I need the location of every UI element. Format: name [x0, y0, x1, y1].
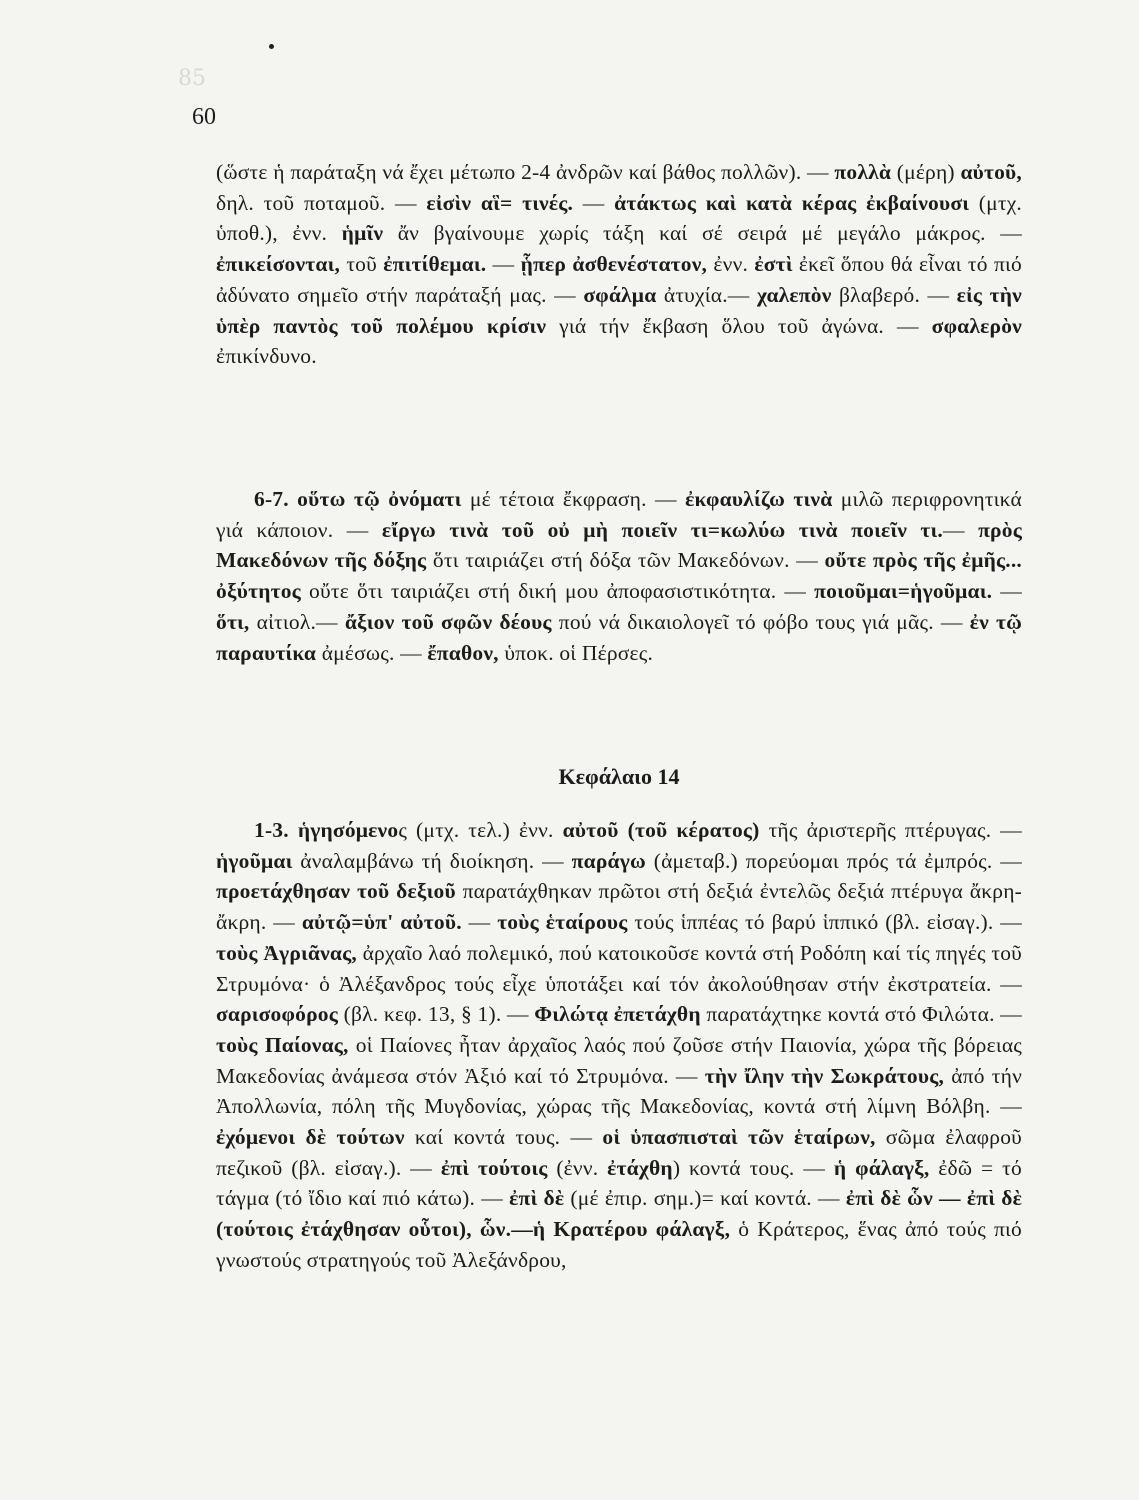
- gloss-text: (ἐνν.: [547, 1155, 608, 1180]
- bold-lemma: σαρισοφόρος: [216, 1002, 339, 1027]
- bold-lemma: ὅτι,: [216, 609, 250, 634]
- ink-speck: [269, 44, 274, 49]
- gloss-text: (βλ. κεφ. 13, § 1). —: [338, 1002, 535, 1027]
- gloss-text: βλαβερό. —: [831, 282, 957, 307]
- gloss-text: ἐπικίνδυνο.: [216, 344, 317, 369]
- bold-lemma: σφάλμα: [583, 282, 657, 307]
- gloss-text: ἐκεῖ ὅπου θά εἶναι τό πιό ἀδύνατο σημεῖο στήν παράταξή μας. —: [216, 252, 1022, 307]
- paragraph-3: [216, 815, 1022, 1276]
- gloss-text: (μέρη): [891, 160, 961, 184]
- gloss-text: ἐνν.: [707, 252, 755, 277]
- gloss-text: οὔτε ὅτι ταιριάζει στή δική μου ἀποφασιστικότητα. —: [300, 579, 815, 604]
- gloss-text: ἀρχαῖο λαό πολεμικό, πού κατοικοῦσε κοντά στή Ροδόπη καί τίς πηγές τοῦ Στρυμόνα· ὁ Ἀλέξανδρος τούς εἶχε ὑποτάξει καί τόν ἀκολούθησαν στήν ἐκστρατεία. —: [216, 940, 1022, 996]
- bold-lemma: αὐτῷ=ὑπ' αὐτοῦ.: [301, 910, 462, 935]
- gloss-text: ) κοντά τους. —: [672, 1155, 834, 1180]
- gloss-text: τῆς ἀριστερῆς πτέρυγας. —: [759, 818, 1022, 842]
- gloss-text: παρατάχθηκαν πρῶτοι στή δεξιά ἐντελῶς δεξιά πτέρυγα ἄκρη-ἄκρη. —: [216, 879, 1023, 935]
- gloss-text: ὁ Κράτερος, ἕνας ἀπό τούς πιό γνωστούς στρατηγούς τοῦ Ἀλεξάνδρου,: [216, 1217, 1022, 1272]
- gloss-text: σῶμα ἐλαφροῦ πεζικοῦ (βλ. εἰσαγ.). —: [216, 1125, 1022, 1180]
- bold-lemma: ποιοῦμαι=ἡγοῦμαι.: [814, 579, 993, 604]
- gloss-text: ἀναλαμβάνω τή διοίκηση. —: [292, 848, 572, 873]
- gloss-text: (ὥστε ἡ παράταξη νά ἔχει μέτωπο 2-4 ἀνδρῶν καί βάθος πολλῶν). —: [216, 160, 835, 184]
- gloss-text: ὅτι ταιριάζει στή δόξα τῶν Μακεδόνων. —: [426, 548, 825, 573]
- gloss-text: ἀπό τήν Ἀπολλωνία, πόλη τῆς Μυγδονίας, χώρας τῆς Μακεδονίας, κοντά στή λίμνη Βόλβη. —: [216, 1063, 1023, 1119]
- gloss-text: ἀμέσως. —: [316, 640, 428, 665]
- bold-lemma: χαλεπὸν: [756, 282, 832, 307]
- paragraph-1: [216, 157, 1022, 372]
- bold-lemma: προετάχθησαν τοῦ δεξιοῦ: [216, 879, 456, 904]
- gloss-text: ἐδῶ = τό τάγμα (τό ἴδιο καί πιό κάτω). —: [216, 1155, 1022, 1211]
- gloss-text: (μέ ἐπιρ. σημ.)= καί κοντά. —: [564, 1186, 846, 1211]
- bold-lemma: ἡ φάλαγξ,: [833, 1155, 930, 1180]
- gloss-text: δηλ. τοῦ ποταμοῦ. —: [216, 190, 427, 215]
- bold-lemma: τοὺς Ἀγριᾶνας,: [216, 940, 357, 965]
- bold-lemma: πρὸς Μακεδόνων τῆς δόξης: [216, 517, 1022, 573]
- bold-lemma: 1-3. ἡγησόμενο: [254, 818, 399, 842]
- bold-lemma: οὔτε πρὸς τῆς ἐμῆς... ὀξύτητος: [216, 548, 1022, 604]
- bold-lemma: τὴν ἴλην τὴν Σωκράτους,: [704, 1063, 945, 1088]
- bold-lemma: ἐστὶ: [754, 252, 793, 277]
- bold-lemma: ἐκφαυλίζω τινὰ: [685, 487, 833, 511]
- gloss-text: γιά τήν ἔκβαση ὅλου τοῦ ἀγώνα. —: [546, 313, 932, 338]
- gloss-text: μιλῶ περιφρονητικά γιά κάποιον. —: [216, 487, 1022, 542]
- bold-lemma: εἰσὶν αἳ= τινές.: [426, 190, 574, 215]
- bold-lemma: τοὺς Παίονας,: [216, 1032, 349, 1057]
- bold-lemma: ἀτάκτως καὶ κατὰ κέρας ἐκβαίνουσι: [614, 190, 970, 215]
- gloss-text: —: [573, 190, 615, 215]
- gloss-text: μέ τέτοια ἔκφραση. —: [461, 487, 686, 511]
- bold-lemma: εἴργω τινὰ τοῦ οὐ μὴ ποιεῖν τι=κωλύω τινὰ ποιεῖν τι.: [381, 517, 943, 542]
- bold-lemma: ἐπικείσονται,: [216, 252, 341, 277]
- bold-lemma: τοὺς ἑταίρους: [497, 910, 628, 935]
- bold-lemma: 6-7. οὕτω τῷ ὀνόματι: [254, 487, 462, 511]
- bold-lemma: αὐτοῦ,: [960, 160, 1022, 184]
- bold-lemma: ἐχόμενοι δὲ τούτων: [216, 1125, 405, 1150]
- gloss-text: τοῦ: [340, 252, 384, 277]
- bold-lemma: ἐτάχθη: [607, 1155, 673, 1180]
- paragraph-2: [216, 484, 1022, 668]
- gloss-text: (ἀμεταβ.) πορεύομαι πρός τά ἐμπρός. —: [645, 848, 1022, 873]
- bold-lemma: αὐτοῦ (τοῦ κέρατος): [562, 818, 760, 842]
- bold-lemma: ἄξιον τοῦ σφῶν δέους: [344, 609, 552, 634]
- gloss-text: (μτχ. ὑποθ.), ἐνν.: [216, 190, 1023, 246]
- page-number: 60: [192, 104, 216, 130]
- gloss-text: —: [942, 517, 979, 542]
- bold-lemma: ἐπιτίθεμαι.: [383, 252, 487, 277]
- bold-lemma: ἐν τῷ παραυτίκα: [216, 609, 1022, 665]
- gloss-text: ς (μτχ. τελ.) ἐνν.: [398, 818, 563, 842]
- gloss-text: καί κοντά τους. —: [404, 1125, 603, 1150]
- bold-lemma: πολλὰ: [834, 160, 892, 184]
- bold-lemma: ἡμῖν: [341, 221, 384, 246]
- bold-lemma: παράγω: [571, 848, 646, 873]
- bold-lemma: ἐπὶ τούτοις: [440, 1155, 548, 1180]
- bold-lemma: σφαλερὸν: [931, 313, 1022, 338]
- gloss-text: παρατάχτηκε κοντά στό Φιλώτα. —: [700, 1002, 1022, 1027]
- bleed-through-page-number: 85: [178, 66, 206, 91]
- gloss-text: —: [992, 579, 1022, 604]
- bold-lemma: εἰς τὴν ὑπὲρ παντὸς τοῦ πολέμου κρίσιν: [216, 282, 1022, 338]
- gloss-text: αἰτιολ.—: [249, 609, 345, 634]
- gloss-text: τούς ἱππέας τό βαρύ ἱππικό (βλ. εἰσαγ.). —: [627, 910, 1022, 935]
- bold-lemma: ἔπαθον,: [427, 640, 499, 665]
- gloss-text: —: [461, 910, 498, 935]
- chapter-heading: Κεφάλαιο 14: [558, 764, 680, 789]
- gloss-text: ἄν βγαίνουμε χωρίς τάξη καί σέ σειρά μέ μεγάλο μάκρος. —: [383, 221, 1023, 246]
- gloss-text: ὑποκ. οἱ Πέρσες.: [498, 640, 654, 665]
- gloss-text: —: [486, 252, 521, 277]
- bold-lemma: ἡγοῦμαι: [216, 848, 293, 873]
- bold-lemma: ἐπὶ δὲ ὧν — ἐπὶ δὲ (τούτοις ἐτάχθησαν οὗτοι), ὧν.—ἡ Κρατέρου φάλαγξ,: [216, 1186, 1023, 1242]
- gloss-text: πού νά δικαιολογεῖ τό φόβο τους γιά μᾶς. —: [551, 609, 970, 634]
- gloss-text: ἀτυχία.—: [656, 282, 757, 307]
- bold-lemma: οἱ ὑπασπισταὶ τῶν ἑταίρων,: [602, 1125, 876, 1150]
- bold-lemma: Φιλώτᾳ ἐπετάχθη: [534, 1002, 701, 1027]
- bold-lemma: ἐπὶ δὲ: [509, 1186, 565, 1211]
- bold-lemma: ᾗπερ ἀσθενέστατον,: [520, 252, 708, 277]
- gloss-text: οἱ Παίονες ἦταν ἀρχαῖος λαός πού ζοῦσε στήν Παιονία, χώρα τῆς βόρειας Μακεδονίας ἀνάμεσα στόν Ἀξιό καί τό Στρυμόνα. —: [216, 1032, 1022, 1088]
